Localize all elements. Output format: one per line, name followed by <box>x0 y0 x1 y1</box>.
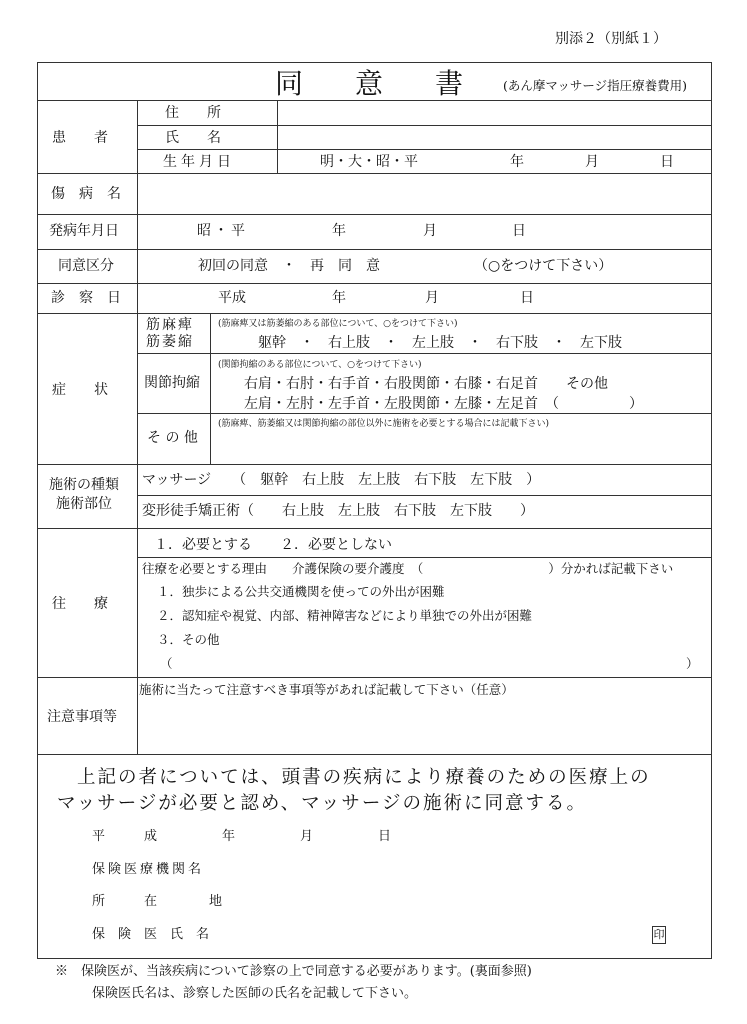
correction-option[interactable]: 変形徒手矯正術（ 右上肢 左上肢 右下肢 左下肢 ） <box>142 503 534 519</box>
reason-option-1[interactable]: １．独歩による公共交通機関を使っての外出が困難 <box>157 584 445 599</box>
row-divider <box>37 464 711 465</box>
massage-option[interactable]: マッサージ （ 躯幹 右上肢 左上肢 右下肢 左下肢 ） <box>142 472 541 488</box>
treatment-type-label: 施術の種類 <box>49 477 119 493</box>
house-call-choice[interactable]: １．必要とする ２．必要としない <box>154 537 392 553</box>
sub-row-divider <box>137 149 711 150</box>
seal-box: 印 <box>652 926 666 944</box>
other-symptom-label: そ の 他 <box>147 430 198 446</box>
sub-row-divider <box>137 495 711 496</box>
name-label: 氏 名 <box>165 130 221 146</box>
name-field[interactable] <box>278 126 710 149</box>
row-divider <box>37 754 711 755</box>
reason-option-2[interactable]: ２．認知症や視覚、内部、精神障害などにより単独での外出が困難 <box>157 608 533 623</box>
treatment-site-label: 施術部位 <box>56 496 112 512</box>
row-divider <box>37 249 711 250</box>
disease-label: 傷 病 名 <box>51 186 121 202</box>
dob-era[interactable]: 明・大・昭・平 <box>320 154 418 170</box>
address-label: 住 所 <box>165 105 221 121</box>
footer-note-1: ※ 保険医が、当該疾病について診察の上で同意する必要があります。(裏面参照) <box>55 964 532 979</box>
consent-date: 平 成 年 月 日 <box>92 829 392 844</box>
reason-close-paren: ） <box>686 656 699 671</box>
onset-month-label: 月 <box>423 223 437 239</box>
location-label: 所 在 地 <box>92 894 223 909</box>
exam-month-label: 月 <box>425 290 439 306</box>
exam-date-label: 診 察 日 <box>51 290 121 306</box>
patient-label: 患 者 <box>52 130 108 146</box>
dob-month-label: 月 <box>585 154 599 170</box>
footer-note-2: 保険医氏名は、診察した医師の氏名を記載して下さい。 <box>92 986 418 1001</box>
onset-year-label: 年 <box>332 223 346 239</box>
paralysis-label: 筋麻痺 <box>146 317 194 333</box>
consent-statement-line2: マッサージが必要と認め、マッサージの施術に同意する。 <box>57 793 588 814</box>
disease-field[interactable] <box>138 174 710 214</box>
reason-option-3[interactable]: ３．その他 <box>157 632 220 647</box>
notes-label: 注意事項等 <box>47 709 117 725</box>
onset-day-label: 日 <box>512 223 526 239</box>
row-divider <box>37 313 711 314</box>
exam-day-label: 日 <box>520 290 534 306</box>
atrophy-label: 筋萎縮 <box>146 334 194 350</box>
row-divider <box>37 677 711 678</box>
exam-year-label: 年 <box>332 290 346 306</box>
sub-row-divider <box>137 557 711 558</box>
row-divider <box>37 528 711 529</box>
notes-field[interactable] <box>138 702 710 752</box>
reason-open-paren: （ <box>160 656 173 671</box>
dob-label: 生年月日 <box>163 154 235 170</box>
institution-label: 保険医療機関名 <box>92 862 205 877</box>
consent-statement-line1: 上記の者については、頭書の疾病により療養のための医療上の <box>77 767 651 788</box>
onset-era[interactable]: 昭・平 <box>197 223 248 239</box>
row-divider <box>37 283 711 284</box>
house-call-reason-label: 往療を必要とする理由 介護保険の要介護度 （ ）分かれば記載下さい <box>142 561 674 576</box>
address-field[interactable] <box>278 101 710 125</box>
sub-row-divider <box>137 353 711 354</box>
other-symptom-note: (筋麻痺、筋萎縮又は関節拘縮の部位以外に施術を必要とする場合には記載下さい) <box>218 419 550 429</box>
doctor-name-label: 保 険 医 氏 名 <box>92 927 210 942</box>
form-subtitle: (あん摩マッサージ指圧療養費用) <box>503 78 688 93</box>
house-call-label: 往 療 <box>52 596 108 612</box>
attachment-label: 別添２（別紙１） <box>555 31 667 47</box>
exam-date-era: 平成 <box>218 290 246 306</box>
other-symptom-field[interactable] <box>211 432 710 463</box>
contracture-right-parts[interactable]: 右肩・右肘・右手首・右股関節・右膝・右足首 その他 <box>244 376 608 392</box>
paralysis-parts[interactable]: 躯幹 ・ 右上肢 ・ 左上肢 ・ 右下肢 ・ 左下肢 <box>258 335 622 351</box>
onset-label: 発病年月日 <box>49 223 119 239</box>
notes-instruction: 施術に当たって注意すべき事項等があれば記載して下さい（任意） <box>139 682 514 697</box>
consent-type-options[interactable]: 初回の同意 ・ 再 同 意 <box>198 258 380 274</box>
consent-type-note: （○をつけて下さい） <box>474 258 613 274</box>
row-divider <box>37 214 711 215</box>
dob-day-label: 日 <box>660 154 674 170</box>
contracture-left-parts[interactable]: 左肩・左肘・左手首・左股関節・左膝・左足首 （ ） <box>244 396 643 412</box>
form-title: 同意書 <box>275 67 516 100</box>
symptoms-label: 症 状 <box>52 382 108 398</box>
consent-type-label: 同意区分 <box>58 258 114 274</box>
sub-row-divider <box>137 413 711 414</box>
paralysis-note: (筋麻痺又は筋萎縮のある部位について、○をつけて下さい) <box>218 319 458 329</box>
contracture-note: (関節拘縮のある部位について、○をつけて下さい) <box>218 360 422 370</box>
dob-year-label: 年 <box>510 154 524 170</box>
contracture-label: 関節拘縮 <box>144 375 200 391</box>
